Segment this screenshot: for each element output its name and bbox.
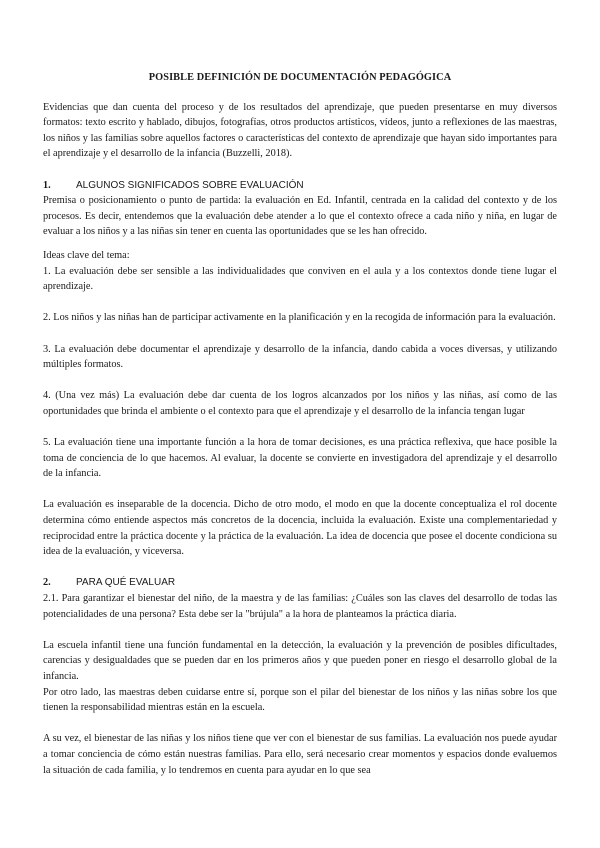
spacer xyxy=(43,240,557,248)
section-2-paragraph-2: La escuela infantil tiene una función fundamental en la detección, la evaluación y la prevención de posibles dificultades, carencias y desigualdades que se pueden dar en los primeros años y que pueden poner en riesgo el desarrollo global de la infancia. xyxy=(43,639,557,682)
spacer xyxy=(43,326,557,342)
section-2-paragraph-4: A su vez, el bienestar de las niñas y los niños tiene que ver con el bienestar de sus familias. La evaluación nos puede ayudar a tomar conciencia de cómo están nuestras familias. Para ello, será necesario crear momentos y espacios donde evaluemos la situación de cada familia, y lo tendremos en cuenta para ayudar en lo que sea xyxy=(43,733,557,776)
section-2-paragraph-3: Por otro lado, las maestras deben cuidarse entre sí, porque son el pilar del bienestar de los niños y las niñas sobre los que tienen la responsabilidad mientras están en la escuela. xyxy=(43,686,557,714)
section-2-paragraph-1: 2.1. Para garantizar el bienestar del niño, de la maestra y de las familias: ¿Cuáles son las claves del desarrollo de todas las potencialidades de una persona? Esta debe ser la "brújula" a la hora de planteamos la práctica diaria. xyxy=(43,593,557,620)
closing-paragraph: La evaluación es inseparable de la docencia. Dicho de otro modo, el modo en que la docente conceptualiza el rol docente determina cómo entiende aspectos más concretos de la docencia, incluida la evaluación. Existe una complementariedad y reciprocidad entre la práctica docente y la práctica de la evaluación. La idea de docencia que posee el docente condiciona su idea de la evaluación, y viceversa. xyxy=(43,499,557,558)
section-2-number: 2. xyxy=(43,577,51,589)
document-title: POSIBLE DEFINICIÓN DE DOCUMENTACIÓN PEDAGÓGICA xyxy=(148,72,452,83)
idea-item-5: 5. La evaluación tiene una importante función a la hora de tomar decisiones, es una práctica reflexiva, que hace posible la toma de conciencia de lo que hacemos. Al evaluar, la docente se convierte en investigadora del aprendizaje y el desarrollo de la infancia. xyxy=(43,437,557,480)
idea-item-2: 2. Los niños y las niñas han de participar activamente en la planificación y en la recogida de información para la evaluación. xyxy=(43,312,556,324)
intro-paragraph: Evidencias que dan cuenta del proceso y de los resultados del aprendizaje, que pueden presentarse en muy diversos formatos: texto escrito y hablado, dibujos, fotografías, otros productos artísticos, vídeos, junto a reflexiones de las maestras, los niños y las familias sobre aquellos factores o características del contexto de aprendizaje que hayan sido importantes para el aprendizaje y el desarrollo de la infancia (Buzzelli, 2018). xyxy=(43,101,557,160)
spacer xyxy=(43,560,557,576)
spacer xyxy=(43,295,557,311)
ideas-label: Ideas clave del tema: xyxy=(43,249,130,261)
spacer xyxy=(43,162,557,178)
idea-item-3: 3. La evaluación debe documentar el aprendizaje y desarrollo de la infancia, dando cabida a voces diversas, y utilizando múltiples formatos. xyxy=(43,343,557,371)
section-1-title: ALGUNOS SIGNIFICADOS SOBRE EVALUACIÓN xyxy=(76,179,304,191)
spacer xyxy=(43,716,557,732)
spacer xyxy=(43,373,557,389)
section-1-heading xyxy=(43,178,557,194)
idea-item-1: 1. La evaluación debe ser sensible a las individualidades que conviven en el aula y a los contextos donde tiene lugar el aprendizaje. xyxy=(43,265,557,293)
spacer xyxy=(43,419,557,435)
document-page xyxy=(43,70,557,778)
section-2-title: PARA QUÉ EVALUAR xyxy=(76,577,176,589)
idea-item-4: 4. (Una vez más) La evaluación debe dar cuenta de los logros alcanzados por los niños y las niñas, así como de las oportunidades que brinda el ambiente o el contexto para que el aprendizaje y el desarrollo de la infancia tengan lugar xyxy=(43,390,557,417)
spacer xyxy=(43,622,557,638)
section-2-heading xyxy=(43,575,557,591)
spacer xyxy=(43,482,557,498)
section-1-number: 1. xyxy=(43,179,51,191)
premise-paragraph: Premisa o posicionamiento o punto de partida: la evaluación en Ed. Infantil, centrada en la calidad del contexto y de los procesos. Es decir, entendemos que la evaluación debe atender a lo que el contexto ofrece a cada niño y niña, en lugar de evaluar a los niños y a las niñas sin tener en cuenta las oportunidades que se les han ofrecido. xyxy=(43,195,557,238)
